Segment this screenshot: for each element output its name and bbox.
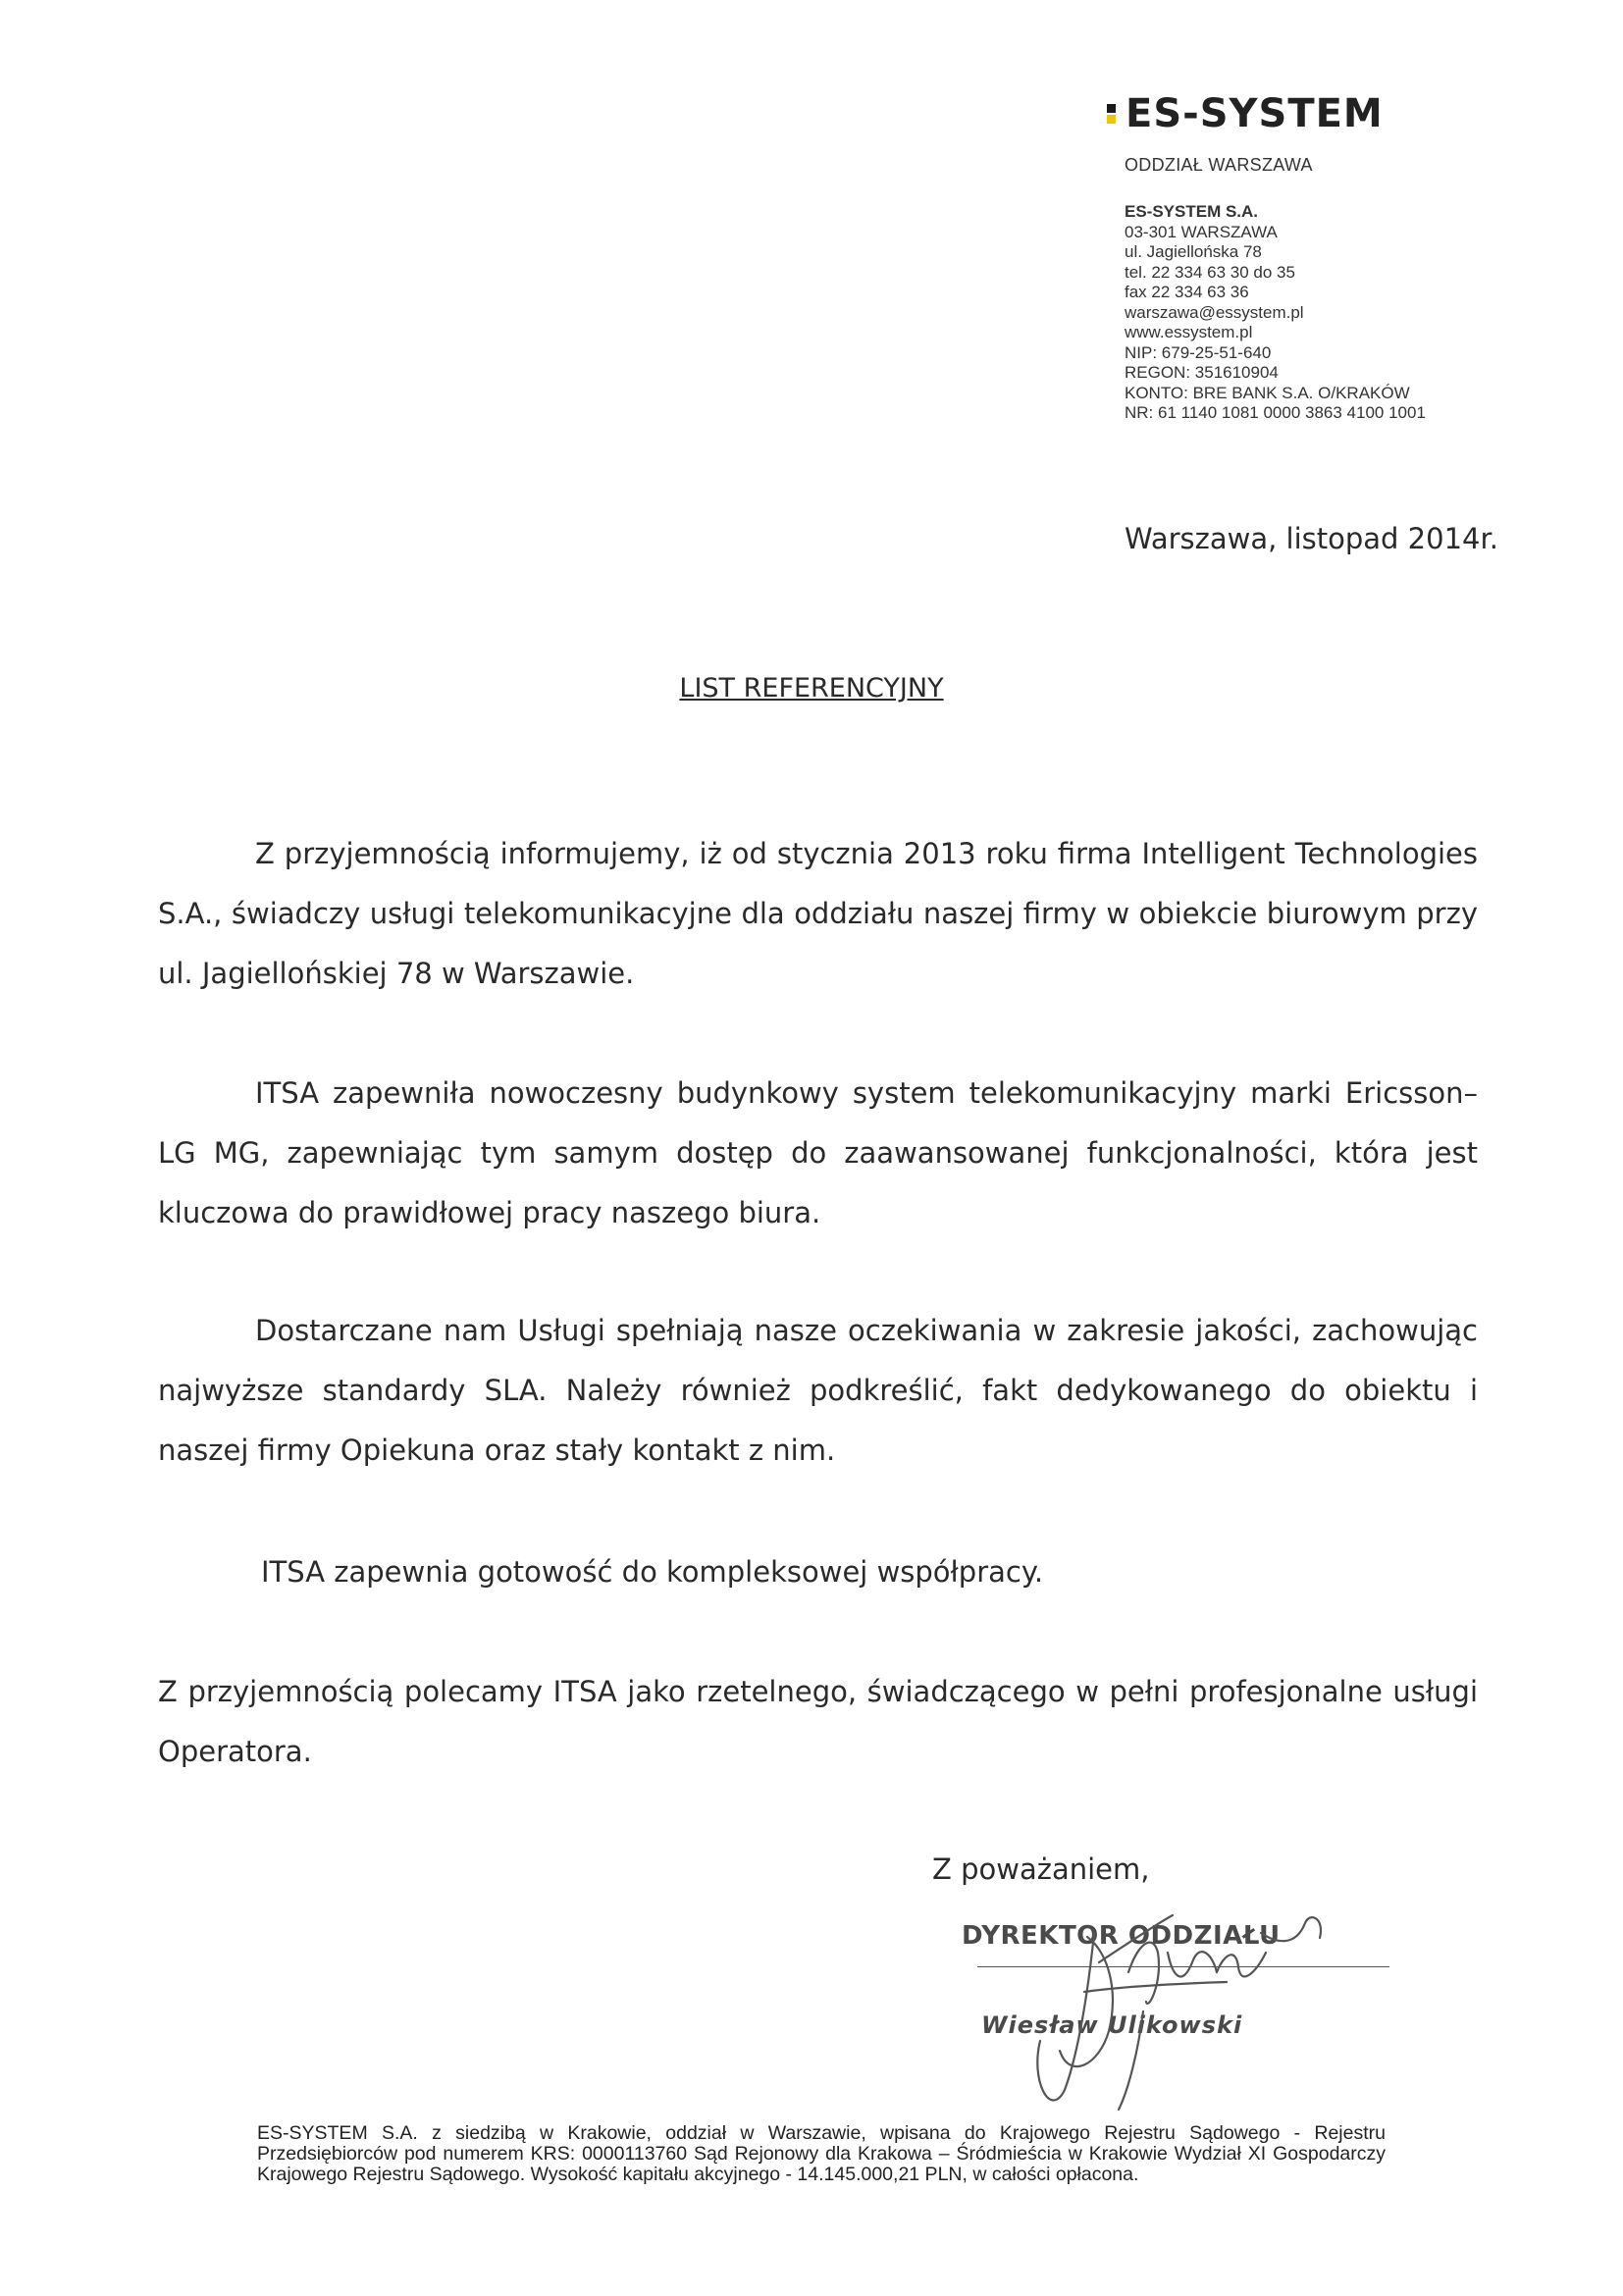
bank-account-number: NR: 61 1140 1081 0000 3863 4100 1001: [1125, 403, 1426, 422]
company-registration-footer: ES-SYSTEM S.A. z siedzibą w Krakowie, oddział w Warszawie, wpisana do Krajowego Rejestru Sądowego - Rejestru Przedsiębiorców pod numerem KRS: 0000113760 Sąd Rejonowy dla Krakowa – Śródmieścia w Krakowie Wydział XI Gospodarczy Krajowego Rejestru Sądowego. Wysokość kapitału akcyjnego - 14.145.000,21 PLN, w całości opłacona.: [257, 2122, 1386, 2185]
logo-text: ES-SYSTEM: [1126, 91, 1384, 136]
letter-date: Warszawa, listopad 2014r.: [1125, 522, 1498, 555]
company-name: ES-SYSTEM S.A.: [1125, 202, 1259, 221]
street-address: ul. Jagiellońska 78: [1125, 242, 1262, 261]
logo-mark-icon: [1107, 103, 1116, 125]
contact-block: [1125, 202, 1426, 424]
paragraph-3: Dostarczane nam Usługi spełniają nasze oczekiwania w zakresie jakości, zachowując najwyższe standardy SLA. Należy również podkreślić, fakt dedykowanego do obiektu i naszej firmy Opiekuna oraz stały kontakt z nim.: [158, 1314, 1478, 1467]
paragraph-1: Z przyjemnością informujemy, iż od stycznia 2013 roku firma Intelligent Technologies S.A., świadczy usługi telekomunikacyjne dla oddziału naszej firmy w obiekcie biurowym przy ul. Jagiellońskiej 78 w Warszawie.: [158, 837, 1478, 990]
email: warszawa@essystem.pl: [1125, 302, 1304, 322]
bank-account-bank: KONTO: BRE BANK S.A. O/KRAKÓW: [1125, 383, 1410, 402]
closing-regards: Z poważaniem,: [932, 1852, 1150, 1886]
company-logo: [1107, 91, 1384, 136]
director-stamp: [952, 1913, 1423, 2090]
postal-code: 03-301 WARSZAWA: [1125, 222, 1278, 241]
stamp-line: [977, 1966, 1389, 1967]
paragraph-4: ITSA zapewnia gotowość do kompleksowej współpracy.: [261, 1555, 1044, 1589]
website: www.essystem.pl: [1125, 323, 1253, 341]
telephone: tel. 22 334 63 30 do 35: [1125, 262, 1295, 282]
fax: fax 22 334 63 36: [1125, 283, 1249, 301]
nip: NIP: 679-25-51-640: [1125, 342, 1272, 362]
stamp-title: DYREKTOR ODDZIAŁU: [962, 1921, 1281, 1951]
paragraph-2: ITSA zapewniła nowoczesny budynkowy system telekomunikacyjny marki Ericsson–LG MG, zapewniając tym samym dostęp do zaawansowanej funkcjonalności, która jest kluczowa do prawidłowej pracy naszego biura.: [158, 1076, 1478, 1229]
letter-heading: LIST REFERENCYJNY: [679, 673, 944, 704]
regon: REGON: 351610904: [1125, 363, 1279, 382]
paragraph-5: Z przyjemnością polecamy ITSA jako rzetelnego, świadczącego w pełni profesjonalne usługi Operatora.: [158, 1675, 1478, 1768]
branch-name: ODDZIAŁ WARSZAWA: [1125, 155, 1313, 175]
stamp-name: Wiesław Ulikowski: [981, 2011, 1243, 2039]
